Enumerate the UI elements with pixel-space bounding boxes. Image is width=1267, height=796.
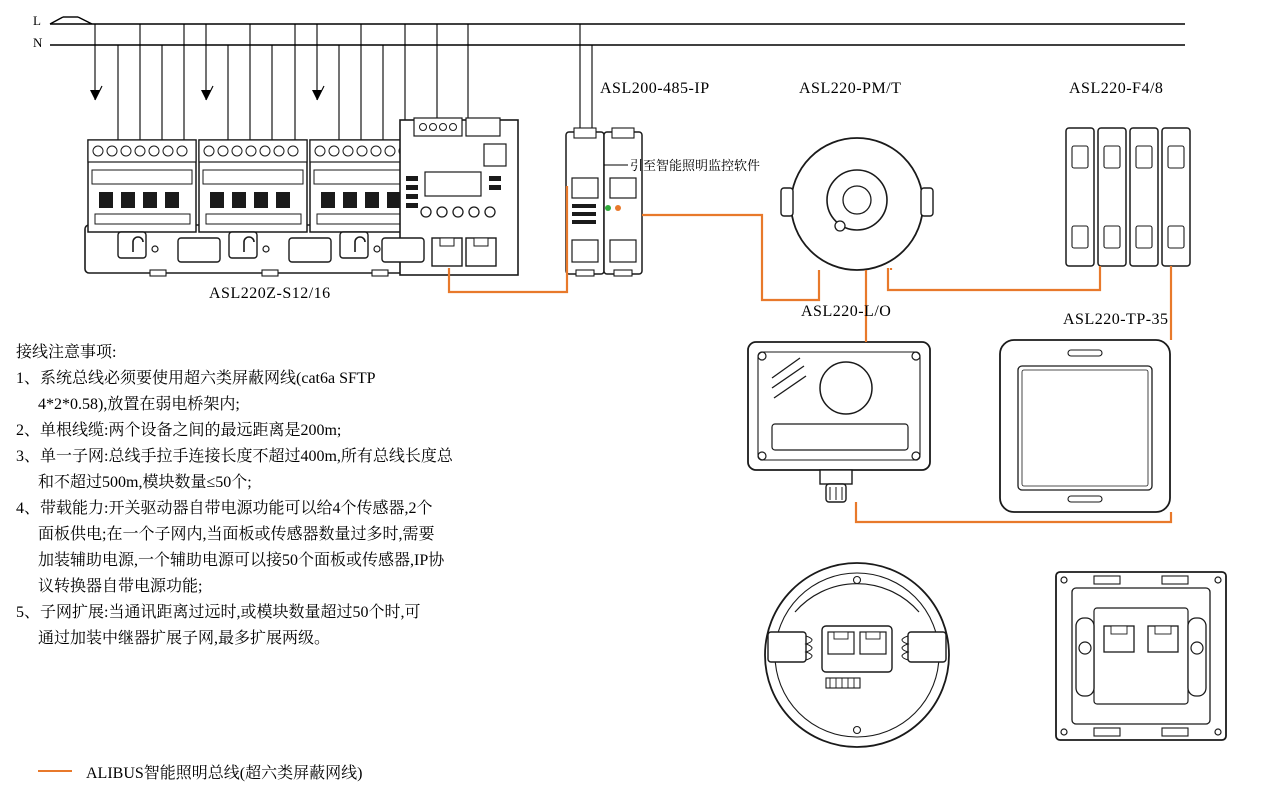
note-item-1 [16,366,676,418]
note-3-line1: 单一子网:总线手拉手连接长度不超过400m,所有总线长度总 [40,448,453,465]
note-5-line1: 子网扩展:当通讯距离过远时,或模块数量超过50个时,可 [40,604,421,621]
rail-label-l: L [33,13,41,28]
power-rails [50,17,1185,45]
device-asl220z-s12-16[interactable] [85,118,518,276]
panel-back-plate [1056,572,1226,740]
note-item-2 [16,418,676,444]
device-label-asl220f48: ASL220-F4/8 [1069,80,1164,97]
notes-title: 接线注意事项: [16,344,117,361]
wiring-notes [16,340,676,652]
sensor-back-box [765,563,949,747]
note-3-num: 3、 [16,448,41,465]
rail-label-n: N [33,35,43,50]
legend-bus-label: ALIBUS智能照明总线(超六类屏蔽网线) [86,765,363,782]
device-label-asl220z: ASL220Z-S12/16 [209,285,331,302]
device-asl220-tp-35[interactable] [1000,340,1170,512]
device-label-asl220lo: ASL220-L/O [801,303,892,320]
device-label-asl220tp35: ASL220-TP-35 [1063,311,1169,328]
legend-bus-line-swatch [38,770,72,772]
note-5-num: 5、 [16,604,41,621]
device-asl220-l-o[interactable] [748,342,930,502]
note-4-num: 4、 [16,500,41,517]
note-2-line1: 单根线缆:两个设备之间的最远距离是200m; [40,422,342,439]
device-asl200-485-ip[interactable] [566,128,642,276]
note-4-line2: 面板供电;在一个子网内,当面板或传感器数量过多时,需要 [38,526,435,543]
note-2-num: 2、 [16,422,41,439]
note-1-line1: 系统总线必须要使用超六类屏蔽网线(cat6a SFTP [40,370,376,387]
device-label-asl220pmt: ASL220-PM/T [799,80,902,97]
note-4-line4: 议转换器自带电源功能; [38,578,203,595]
device-label-asl200: ASL200-485-IP [600,80,710,97]
note-3-line2: 和不超过500m,模块数量≤50个; [38,474,252,491]
note-item-4 [16,496,676,600]
note-1-num: 1、 [16,370,41,387]
note-item-5 [16,600,676,652]
note-1-line2: 4*2*0.58),放置在弱电桥架内; [38,396,240,413]
device-asl220-f4-8[interactable] [1066,128,1190,266]
note-5-line2: 通过加装中继器扩展子网,最多扩展两级。 [38,630,331,647]
note-item-3 [16,444,676,496]
device-asl220-pm-t[interactable] [781,138,933,270]
note-4-line1: 带载能力:开关驱动器自带电源功能可以给4个传感器,2个 [40,500,433,517]
note-4-line3: 加装辅助电源,一个辅助电源可以接50个面板或传感器,IP协 [38,552,445,569]
annotation-to-software: 引至智能照明监控软件 [630,158,761,173]
